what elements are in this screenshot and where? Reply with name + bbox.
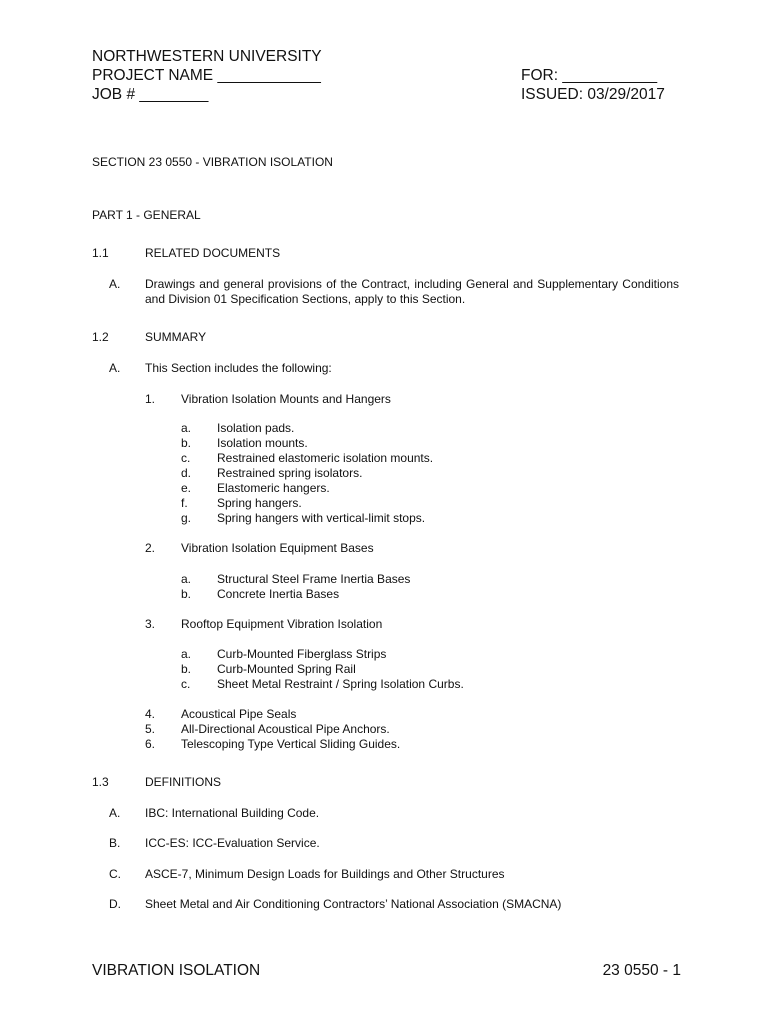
- paragraph-marker: B.: [109, 836, 121, 850]
- sublist-marker: c.: [181, 451, 191, 465]
- footer-section-name: VIBRATION ISOLATION: [92, 962, 261, 979]
- sublist-marker: a.: [181, 647, 192, 661]
- sublist-marker: c.: [181, 677, 191, 691]
- paragraph-marker: C.: [109, 867, 121, 881]
- sublist-marker: a.: [181, 421, 192, 435]
- article-number: 1.2: [92, 330, 109, 344]
- sublist-marker: b.: [181, 662, 192, 676]
- sublist-marker: d.: [181, 466, 192, 480]
- sublist-item: Spring hangers.: [217, 496, 302, 510]
- article-title: SUMMARY: [145, 330, 207, 344]
- list-item-number: 2.: [145, 541, 156, 555]
- article-number: 1.3: [92, 775, 109, 789]
- list-item-text: Vibration Isolation Equipment Bases: [181, 541, 374, 555]
- for-field: FOR: ___________: [521, 67, 658, 84]
- list-item-number: 5.: [145, 722, 156, 736]
- article-title: RELATED DOCUMENTS: [145, 246, 281, 260]
- list-item-number: 6.: [145, 737, 156, 751]
- list-item-number: 1.: [145, 392, 156, 406]
- sublist-item: Isolation mounts.: [217, 436, 308, 450]
- project-name-field: PROJECT NAME ____________: [92, 67, 321, 84]
- paragraph-text: Drawings and general provisions of the Contract, including General and Supplementary Conditions and Division 01 Specification Sections, apply to this Section.: [145, 277, 679, 306]
- sublist-item: Curb-Mounted Fiberglass Strips: [217, 647, 387, 661]
- sublist-item: Elastomeric hangers.: [217, 481, 330, 495]
- definition-text: IBC: International Building Code.: [145, 806, 320, 820]
- article-number: 1.1: [92, 246, 109, 260]
- university-name: NORTHWESTERN UNIVERSITY: [92, 48, 322, 65]
- sublist-marker: g.: [181, 511, 192, 525]
- list-item-text: All-Directional Acoustical Pipe Anchors.: [181, 722, 390, 736]
- article-title: DEFINITIONS: [145, 775, 222, 789]
- sublist-marker: b.: [181, 436, 192, 450]
- sublist-item: Curb-Mounted Spring Rail: [217, 662, 356, 676]
- sublist-item: Restrained spring isolators.: [217, 466, 363, 480]
- paragraph-marker: A.: [109, 806, 121, 820]
- list-item-text: Rooftop Equipment Vibration Isolation: [181, 617, 383, 631]
- list-item-number: 3.: [145, 617, 156, 631]
- issued-date: ISSUED: 03/29/2017: [521, 86, 665, 103]
- paragraph-marker: A.: [109, 277, 121, 291]
- definition-text: ICC-ES: ICC-Evaluation Service.: [145, 836, 320, 850]
- paragraph-text: This Section includes the following:: [145, 361, 332, 375]
- sublist-marker: b.: [181, 587, 192, 601]
- job-number-field: JOB # ________: [92, 86, 209, 103]
- definition-text: Sheet Metal and Air Conditioning Contractors’ National Association (SMACNA): [145, 897, 562, 911]
- part-title: PART 1 - GENERAL: [92, 208, 201, 222]
- sublist-item: Concrete Inertia Bases: [217, 587, 340, 601]
- sublist-marker: a.: [181, 572, 192, 586]
- page-number: 23 0550 - 1: [602, 962, 681, 979]
- sublist-marker: f.: [181, 496, 188, 510]
- list-item-text: Telescoping Type Vertical Sliding Guides.: [181, 737, 401, 751]
- sublist-item: Sheet Metal Restraint / Spring Isolation Curbs.: [217, 677, 464, 691]
- list-item-text: Vibration Isolation Mounts and Hangers: [181, 392, 391, 406]
- list-item-number: 4.: [145, 707, 156, 721]
- paragraph-marker: D.: [109, 897, 121, 911]
- sublist-item: Spring hangers with vertical-limit stops.: [217, 511, 426, 525]
- section-title: SECTION 23 0550 - VIBRATION ISOLATION: [92, 155, 333, 169]
- paragraph-marker: A.: [109, 361, 121, 375]
- sublist-marker: e.: [181, 481, 192, 495]
- sublist-item: Isolation pads.: [217, 421, 295, 435]
- definition-text: ASCE-7, Minimum Design Loads for Buildings and Other Structures: [145, 867, 505, 881]
- sublist-item: Structural Steel Frame Inertia Bases: [217, 572, 411, 586]
- list-item-text: Acoustical Pipe Seals: [181, 707, 297, 721]
- sublist-item: Restrained elastomeric isolation mounts.: [217, 451, 434, 465]
